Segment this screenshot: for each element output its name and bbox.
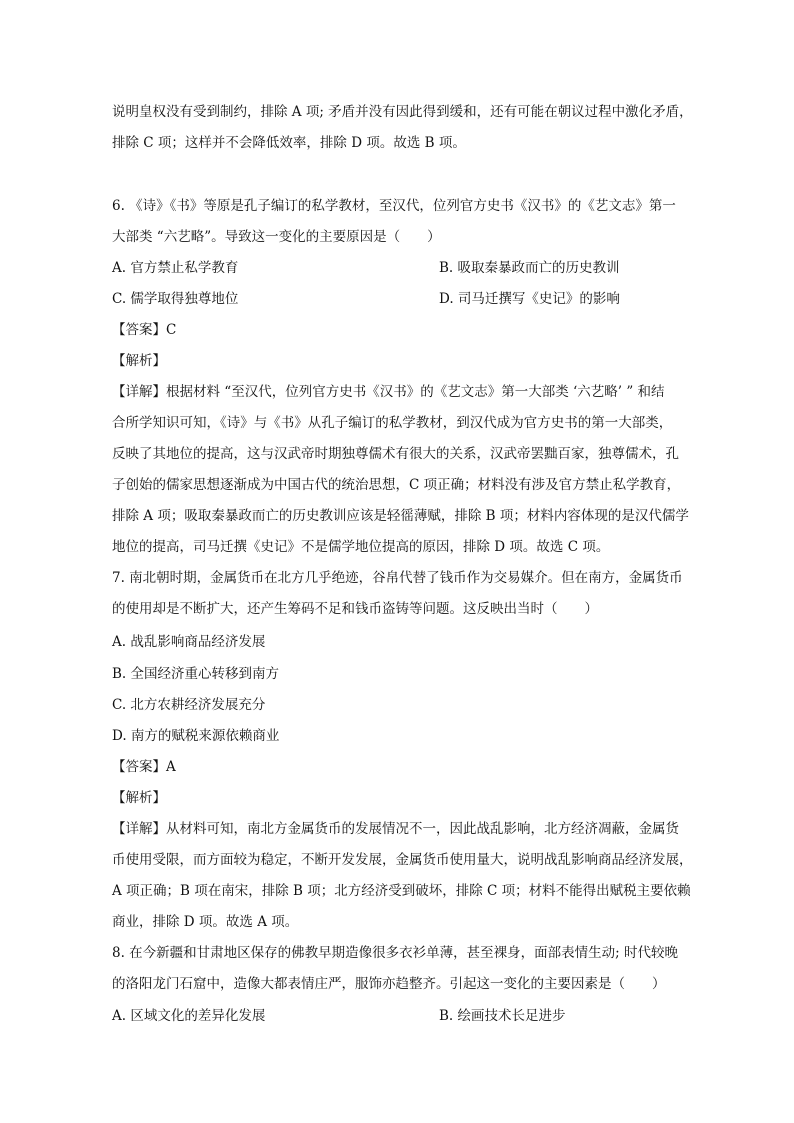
q6-answer: 【答案】C: [112, 322, 177, 338]
q6-option-d: D. 司马迁撰写《史记》的影响: [439, 291, 620, 307]
q6-detail-line: 子创始的儒家思想逐渐成为中国古代的统治思想，C 项正确；材料没有涉及官方禁止私学教育，: [112, 477, 681, 493]
q8-option-b: B. 绘画技术长足进步: [439, 1008, 566, 1024]
q6-detail-line: 合所学知识可知，《诗》与《书》从孔子编订的私学教材，到汉代成为官方史书的第一大部类，: [112, 415, 673, 431]
q7-detail-line: 商业，排除 D 项。故选 A 项。: [112, 914, 299, 930]
q7-option-c: C. 北方农耕经济发展充分: [112, 697, 266, 713]
q7-stem: 的使用却是不断扩大，还产生筹码不足和钱币盗铸等问题。这反映出当时（ ）: [112, 601, 598, 617]
q8-stem: 的洛阳龙门石窟中，造像大都表情庄严，服饰亦趋整齐。引起这一变化的主要因素是（ ）: [112, 976, 666, 992]
q7-detail-line: A 项正确；B 项在南宋，排除 B 项；北方经济受到破坏，排除 C 项；材料不能得出赋税主要依赖: [112, 883, 691, 899]
q7-option-a: A. 战乱影响商品经济发展: [112, 634, 266, 650]
q6-stem: 6. 《诗》《书》等原是孔子编订的私学教材，至汉代，位列官方史书《汉书》的《艺文志》第一: [112, 198, 676, 214]
q6-stem: 大部类 “六艺略”。导致这一变化的主要原因是（ ）: [112, 229, 441, 245]
q7-answer: 【答案】A: [112, 759, 176, 775]
q6-option-b: B. 吸取秦暴政而亡的历史教训: [439, 260, 620, 276]
q6-option-c: C. 儒学取得独尊地位: [112, 291, 239, 307]
q8-option-a: A. 区域文化的差异化发展: [112, 1008, 266, 1024]
q6-detail-line: 反映了其地位的提高，这与汉武帝时期独尊儒术有很大的关系，汉武帝罢黜百家，独尊儒术，孔: [112, 446, 679, 462]
q7-stem: 7. 南北朝时期，金属货币在北方几乎绝迹，谷帛代替了钱币作为交易媒介。但在南方，金属货币: [112, 570, 683, 586]
q7-analysis-heading: 【解析】: [112, 790, 166, 806]
q6-detail-line: 【详解】根据材料 “至汉代，位列官方史书《汉书》的《艺文志》第一大部类 ‘六艺略’ ” 和结: [112, 384, 665, 400]
q7-detail-line: 币使用受限，而方面较为稳定，不断开发发展，金属货币使用量大，说明战乱影响商品经济发展，: [112, 852, 693, 868]
prev-explanation-line: 说明皇权没有受到制约，排除 A 项; 矛盾并没有因此得到缓和，还有可能在朝议过程中激化矛盾，: [112, 104, 693, 120]
q8-stem: 8. 在今新疆和甘肃地区保存的佛教早期造像很多衣衫单薄，甚至裸身，面部表情生动; 时代较晚: [112, 945, 679, 961]
q7-detail-line: 【详解】从材料可知，南北方金属货币的发展情况不一，因此战乱影响，北方经济凋蔽，金属货: [112, 821, 679, 837]
prev-explanation-line: 排除 C 项；这样并不会降低效率，排除 D 项。故选 B 项。: [112, 135, 466, 151]
q6-analysis-heading: 【解析】: [112, 353, 166, 369]
q6-option-a: A. 官方禁止私学教育: [112, 260, 239, 276]
q7-option-b: B. 全国经济重心转移到南方: [112, 666, 280, 682]
q6-detail-line: 排除 A 项；吸取秦暴政而亡的历史教训应该是轻徭薄赋，排除 B 项；材料内容体现的是汉代儒学: [112, 508, 689, 524]
q7-option-d: D. 南方的赋税来源依赖商业: [112, 728, 280, 744]
q6-detail-line: 地位的提高，司马迁撰《史记》不是儒学地位提高的原因，排除 D 项。故选 C 项。: [112, 539, 610, 555]
